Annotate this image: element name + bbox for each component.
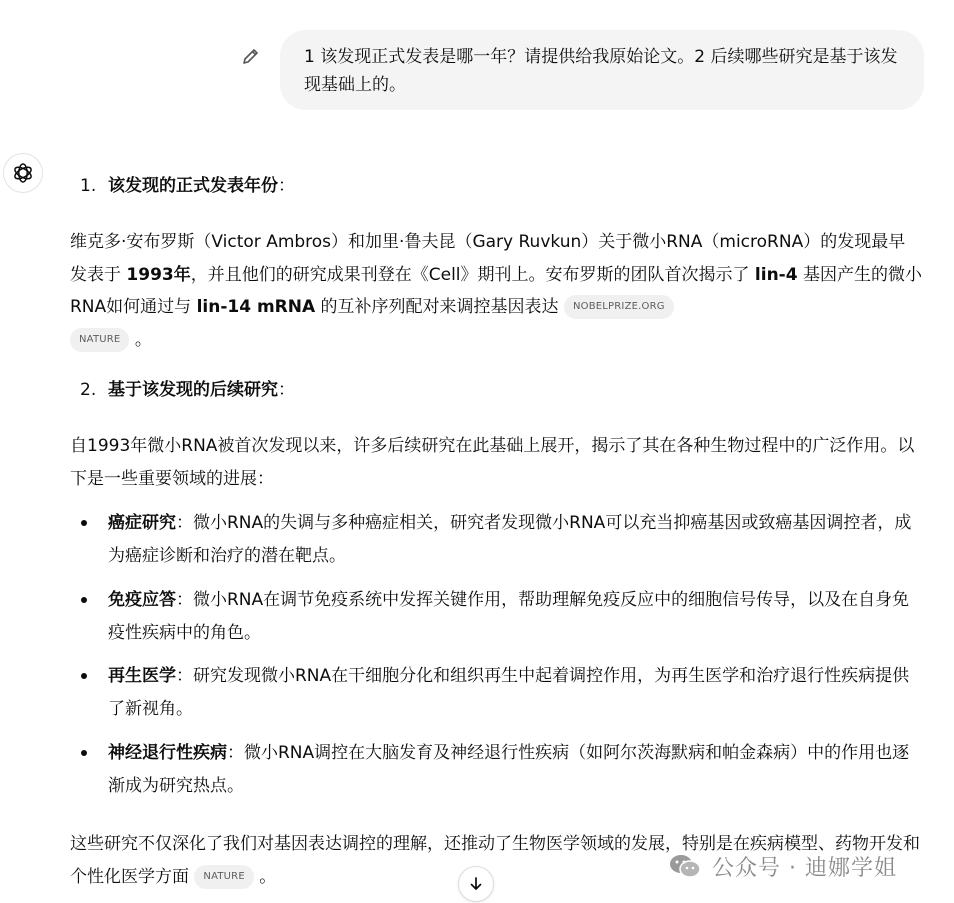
para-text: 。 (253, 866, 277, 887)
para-bold: lin-14 mRNA (196, 297, 316, 317)
list-number: 2. (80, 380, 97, 400)
list-item (108, 660, 922, 725)
heading-colon: ： (278, 176, 295, 196)
bullet-text: ：微小RNA调控在大脑发育及神经退行性疾病（如阿尔茨海默病和帕金森病）中的作用也逐渐成为研究热点。 (108, 743, 910, 796)
para-bold: 1993年 (126, 264, 191, 285)
heading-title: 该发现的正式发表年份 (108, 176, 278, 196)
bullet-text: ：研究发现微小RNA在干细胞分化和组织再生中起着调控作用，为再生医学和治疗退行性疾病提供了新视角。 (108, 666, 910, 719)
para-text: 的互补序列配对来调控基因表达 (315, 297, 564, 317)
para-text: 。 (129, 329, 152, 350)
list-item (108, 584, 922, 649)
user-message-text: 1 该发现正式发表是哪一年？请提供给我原始论文。2 后续哪些研究是基于该发现基础上的。 (304, 47, 898, 95)
scroll-down-button[interactable] (458, 866, 494, 902)
list-item (108, 507, 922, 572)
wechat-icon (668, 852, 702, 880)
bullet-text: ：微小RNA在调节免疫系统中发挥关键作用，帮助理解免疫反应中的细胞信号传导，以及在自身免疫性疾病中的角色。 (108, 590, 910, 643)
watermark (668, 846, 897, 886)
chatgpt-logo-icon (3, 153, 43, 193)
bullet-title: 癌症研究 (108, 513, 176, 533)
bullet-title: 神经退行性疾病 (108, 743, 227, 763)
followup-intro-paragraph: 自1993年微小RNA被首次发现以来，许多后续研究在此基础上展开，揭示了其在各种生物过程中的广泛作用。以下是一些重要领域的进展： (70, 436, 915, 489)
para-text: 基因产生的微小RNA如何通过与 (70, 264, 922, 317)
arrow-down-icon (468, 876, 484, 892)
heading-title: 基于该发现的后续研究 (108, 380, 278, 400)
section-heading (80, 170, 295, 202)
watermark-text: 公众号 · 迪娜学姐 (712, 855, 897, 881)
section-heading (80, 374, 295, 406)
para-text: ，并且他们的研究成果刊登在《Cell》期刊上。安布罗斯的团队首次揭示了 (190, 264, 755, 285)
list-item (108, 737, 922, 802)
user-message-bubble (280, 30, 924, 110)
citation-chip-nobelprize[interactable]: NOBELPRIZE.ORG (564, 295, 674, 319)
citation-chip-nature[interactable]: NATURE (194, 865, 253, 889)
para-text: 这些研究不仅深化了我们对基因表达调控的理解，还推动了生物医学领域的发展，特别是在疾病模型、药物开发和个性化医学方面 (70, 834, 920, 887)
bullet-title: 再生医学 (108, 666, 176, 686)
discovery-paragraph (70, 226, 922, 356)
list-number: 1. (80, 176, 97, 196)
heading-colon: ： (278, 380, 295, 400)
edit-message-icon[interactable] (240, 45, 262, 67)
para-text: 维克多·安布罗斯（Victor Ambros）和加里·鲁夫昆（Gary Ruvkun）关于微小RNA（microRNA）的发现最早发表于 (70, 232, 906, 285)
citation-chip-nature[interactable]: NATURE (70, 328, 129, 352)
para-bold: lin-4 (754, 264, 798, 285)
bullet-title: 免疫应答 (108, 590, 176, 610)
bullet-text: ：微小RNA的失调与多种癌症相关，研究者发现微小RNA可以充当抑癌基因或致癌基因调控者，成为癌症诊断和治疗的潜在靶点。 (108, 513, 912, 566)
